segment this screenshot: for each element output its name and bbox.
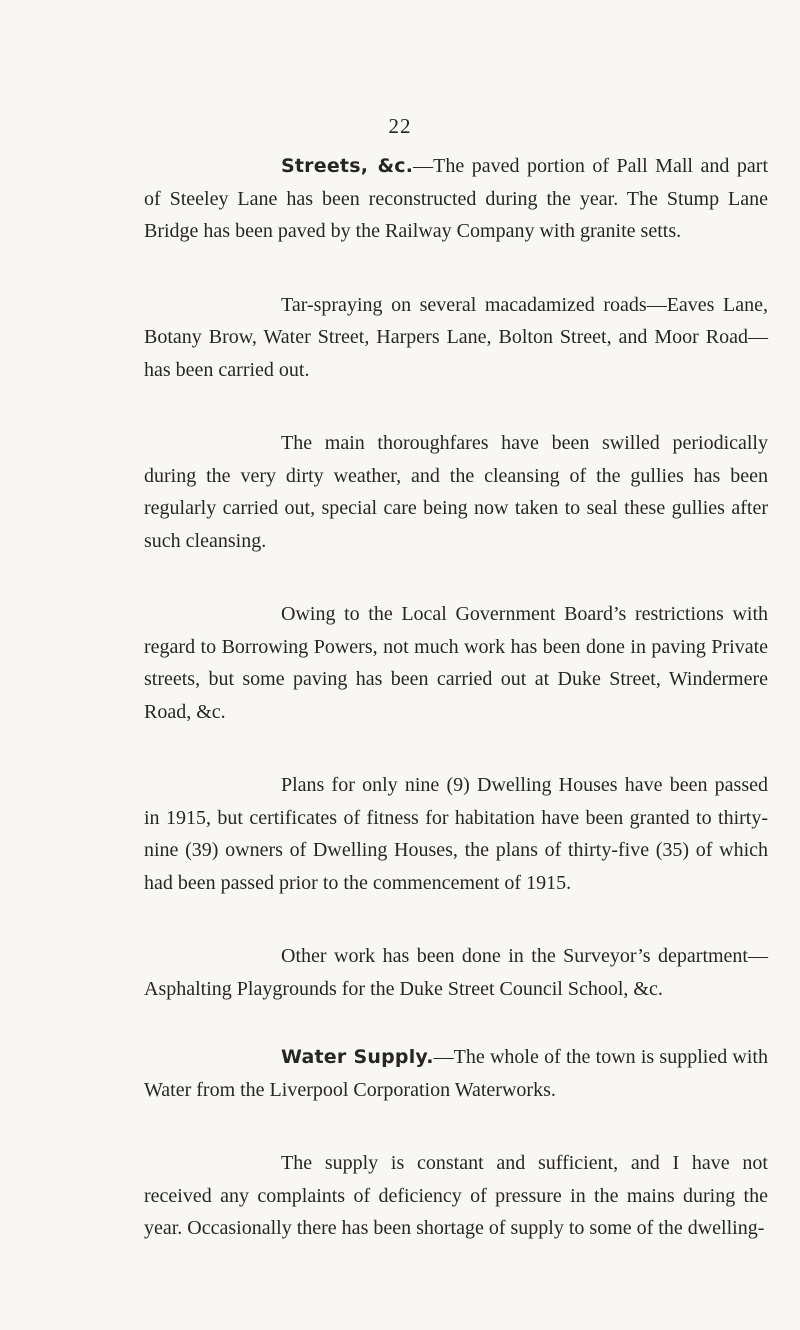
water-intro-paragraph: [144, 1041, 768, 1106]
water-supply-heading: Water Supply.: [281, 1046, 434, 1068]
document-body: [144, 150, 768, 1286]
water-supply-paragraph: The supply is constant and sufficient, and I have not received any complaints of deficiency of pressure in the mains during the year. Occasionally there has been shortage of supply to some of the dwelling-: [144, 1152, 768, 1239]
water-intro-text: —The whole of the town is supplied with Water from the Liverpool Corporation Waterworks.: [144, 1046, 768, 1101]
dwelling-houses-paragraph: Plans for only nine (9) Dwelling Houses have been passed in 1915, but certificates of fitness for habitation have been granted to thirty-nine (39) owners of Dwelling Houses, the plans of thirty-five (35) of which had been passed prior to the commencement of 1915.: [144, 774, 768, 894]
streets-intro-text: —The paved portion of Pall Mall and part of Steeley Lane has been reconstructed during the year. The Stump Lane Bridge has been paved by the Railway Company with granite setts.: [144, 155, 768, 242]
page-number: 22: [388, 114, 412, 138]
surveyor-work-paragraph: Other work has been done in the Surveyor’s department—Asphalting Playgrounds for the Duke Street Council School, &c.: [144, 945, 768, 1000]
streets-intro-paragraph: [144, 150, 768, 248]
streets-heading: Streets, &c.: [281, 155, 414, 177]
thoroughfares-paragraph: The main thoroughfares have been swilled periodically during the very dirty weather, and the cleansing of the gullies has been regularly carried out, special care being now taken to seal these gullies after such cleansing.: [144, 432, 768, 552]
borrowing-powers-paragraph: Owing to the Local Government Board’s restrictions with regard to Borrowing Powers, not much work has been done in paving Private streets, but some paving has been carried out at Duke Street, Windermere Road, &c.: [144, 603, 768, 723]
tar-spraying-paragraph: Tar-spraying on several macadamized roads—Eaves Lane, Botany Brow, Water Street, Harpers Lane, Bolton Street, and Moor Road—has been carried out.: [144, 293, 768, 381]
